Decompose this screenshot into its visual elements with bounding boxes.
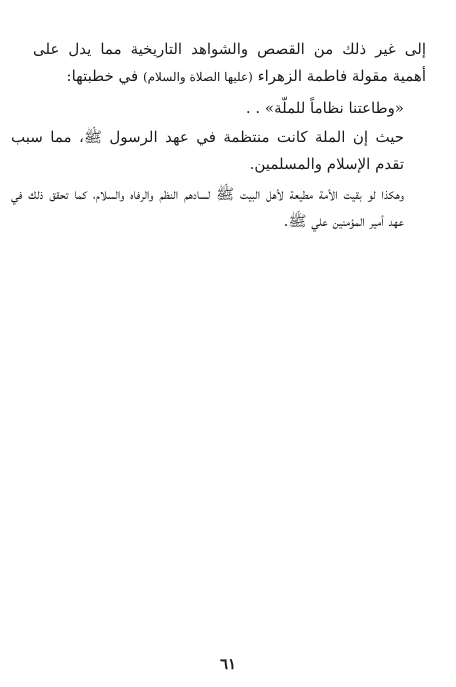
page-number: ٦١	[219, 655, 237, 673]
paragraph-historical-evidence	[33, 36, 426, 91]
paragraph-prophet-era: حيث إن الملة كانت منتظمة في عهد الرسول ﷺ، مما سبب تقدم الإسلام والمسلمين.	[11, 128, 404, 173]
paragraph-text: إلى غير ذلك من القصص والشواهد التاريخية مما يدل على أهمية مقولة فاطمة الزهراء	[33, 40, 426, 85]
quote-line: «وطاعتنا نظاماً للملّة» . .	[245, 99, 404, 117]
paragraph-text-end: في خطبتها:	[66, 67, 143, 85]
paragraph-obedience: وهكذا لو بقيت الأمة مطيعة لأهل البيت ﷺ لسادهم النظم والرفاه والسلام، كما تحقق ذلك في عهد أمير المؤمنين علي ﷺ.	[11, 185, 404, 230]
honorific-note: (عليها الصلاة والسلام)	[142, 70, 253, 84]
